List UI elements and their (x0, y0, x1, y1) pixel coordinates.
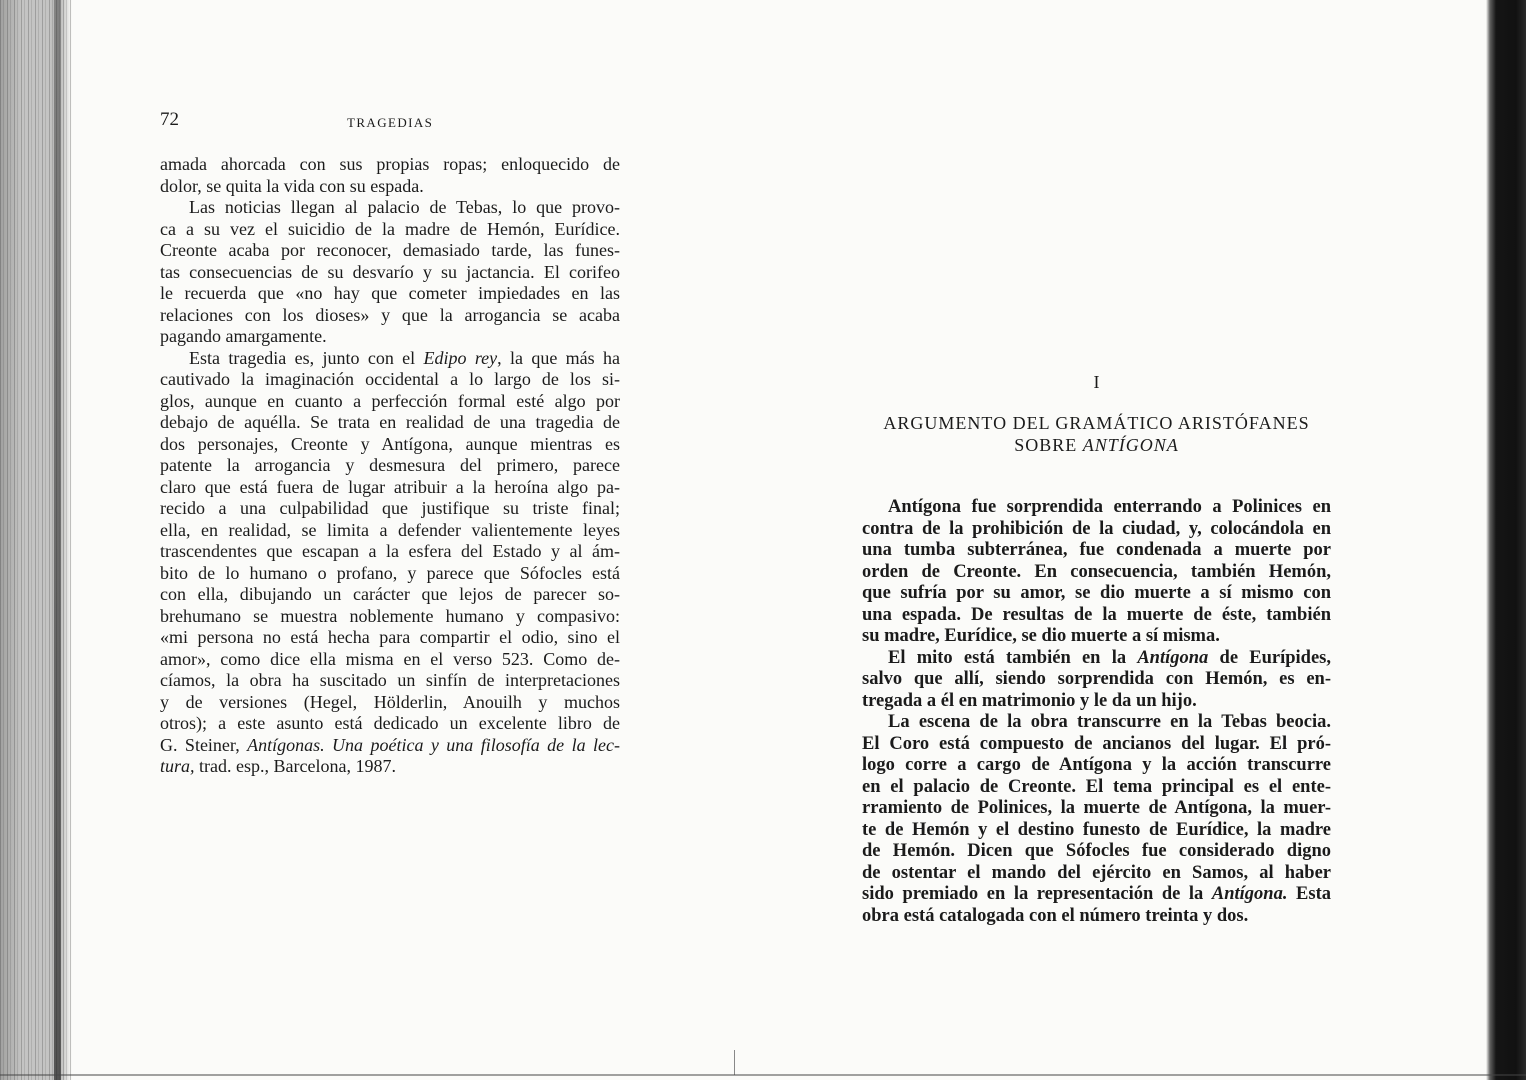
text-line: contra de la prohibición de la ciudad, y, colocándola en (862, 518, 1331, 539)
section-heading (862, 412, 1331, 456)
text-line: Las noticias llegan al palacio de Tebas, lo que provo- (189, 197, 620, 217)
text-line: orden de Creonte. En consecuencia, también Hemón, (862, 561, 1331, 582)
text-segment: El mito está también en la (888, 647, 1138, 668)
italic-title: Antígona. (1211, 884, 1288, 904)
binding-shadow (0, 0, 72, 1080)
text-line: salvo que allí, siendo sorprendida con Hemón, es en- (862, 669, 1331, 689)
text-line: ella, en realidad, se limita a defender valientemente leyes (160, 519, 620, 540)
italic-title: Antígonas. Una poética y una filosofía de la lec- (247, 734, 620, 755)
heading-line (862, 434, 1331, 456)
text-segment: trad. esp., Barcelona, 1987. (194, 756, 396, 776)
page-edge-shadow (1486, 0, 1526, 1080)
text-segment: G. Steiner, (160, 734, 248, 755)
text-line: que sufría por su amor, se dio muerte a sí mismo con (862, 583, 1331, 603)
text-line: le recuerda que «no hay que cometer impiedades en las (160, 283, 620, 303)
page-number: 72 (160, 109, 179, 130)
text-segment: , la que más ha (497, 347, 620, 368)
paragraph (160, 348, 620, 778)
text-line: logo corre a cargo de Antígona y la acción transcurre (862, 755, 1331, 775)
gutter-mark (734, 1050, 735, 1075)
text-line: Antígona fue sorprendida enterrando a Polinices en (888, 497, 1331, 517)
text-line: con ella, dibujando un carácter que lejos de parecer so- (160, 584, 620, 604)
text-line: glos, aunque en cuanto a perfección formal esté algo por (160, 390, 620, 411)
bottom-edge-line (0, 1074, 1526, 1076)
text-line: tas consecuencias de su desvarío y su jactancia. El corifeo (160, 261, 620, 282)
text-line: «mi persona no está hecha para compartir el odio, sino el (160, 627, 620, 647)
text-line: trascendentes que escapan a la esfera del Estado y al ám- (160, 541, 620, 561)
text-line: te de Hemón y el destino funesto de Eurídice, la madre (862, 819, 1331, 840)
paragraph (862, 712, 1331, 927)
right-page-body (862, 497, 1331, 927)
paragraph (160, 197, 620, 348)
text-line: claro que está fuera de lugar atribuir a la heroína algo pa- (160, 476, 620, 497)
section-number: I (1093, 372, 1100, 392)
text-line: y de versiones (Hegel, Hölderlin, Anouilh y muchos (160, 691, 620, 712)
text-line (862, 648, 1331, 670)
paragraph (160, 154, 620, 197)
text-line: en el palacio de Creonte. El tema principal es el ente- (862, 776, 1331, 797)
text-line: bito de lo humano o profano, y parece que Sófocles está (160, 562, 620, 583)
text-segment: Esta (1287, 884, 1331, 904)
heading-title-italic: ANTÍGONA (1082, 435, 1179, 455)
text-line: brehumano se muestra noblemente humano y compasivo: (160, 605, 620, 626)
italic-title: Antígona (1137, 647, 1209, 668)
text-segment: sido premiado en la representación de la (862, 884, 1212, 904)
text-line: amada ahorcada con sus propias ropas; enloquecido de (160, 154, 620, 174)
text-line: pagando amargamente. (160, 326, 327, 346)
text-line: cíamos, la obra ha suscitado un sinfín de interpretaciones (160, 670, 620, 690)
text-line: una espada. De resultas de la muerte de éste, también (862, 604, 1331, 625)
text-line: de Hemón. Dicen que Sófocles fue considerado digno (862, 841, 1331, 861)
text-line (862, 884, 1331, 906)
text-line: El Coro está compuesto de ancianos del lugar. El pró- (862, 733, 1331, 754)
text-line (160, 756, 620, 778)
text-line: rramiento de Polinices, la muerte de Antígona, la muer- (862, 798, 1331, 818)
text-line (160, 348, 620, 370)
right-page (740, 0, 1526, 1080)
text-line (160, 735, 620, 757)
running-head: TRAGEDIAS (347, 115, 434, 130)
paragraph (862, 648, 1331, 713)
italic-title: tura, (160, 756, 195, 776)
text-line: su madre, Eurídice, se dio muerte a sí misma. (862, 626, 1220, 646)
text-line: debajo de aquélla. Se trata en realidad de una tragedia de (160, 412, 620, 432)
text-line: una tumba subterránea, fue condenada a muerte por (862, 540, 1331, 560)
paragraph (862, 497, 1331, 648)
text-line: La escena de la obra transcurre en la Tebas beocia. (888, 712, 1331, 732)
heading-line: ARGUMENTO DEL GRAMÁTICO ARISTÓFANES (883, 413, 1310, 433)
text-line: dolor, se quita la vida con su espada. (160, 175, 424, 196)
left-page-body (160, 154, 620, 778)
italic-title: Edipo rey (423, 347, 498, 368)
text-line: ca a su vez el suicidio de la madre de Hemón, Eurídice. (160, 218, 620, 239)
text-line: amor», como dice ella misma en el verso 523. Como de- (160, 648, 620, 669)
text-line: tregada a él en matrimonio y le da un hijo. (862, 690, 1197, 711)
text-line: obra está catalogada con el número treinta y dos. (862, 905, 1249, 926)
text-line: Creonte acaba por reconocer, demasiado tarde, las funes- (160, 240, 620, 260)
left-page (0, 0, 740, 1080)
text-segment: Esta tragedia es, junto con el (189, 347, 424, 368)
text-line: de ostentar el mando del ejército en Samos, al haber (862, 862, 1331, 883)
text-line: patente la arrogancia y desmesura del primero, parece (160, 455, 620, 475)
binding-band (54, 0, 61, 1080)
heading-prefix: SOBRE (1014, 435, 1083, 455)
text-line: dos personajes, Creonte y Antígona, aunque mientras es (160, 433, 620, 454)
text-line: relaciones con los dioses» y que la arrogancia se acaba (160, 304, 620, 325)
text-line: otros); a este asunto está dedicado un excelente libro de (160, 713, 620, 733)
text-line: recido a una culpabilidad que justifique su triste final; (160, 498, 620, 518)
text-line: cautivado la imaginación occidental a lo largo de los si- (160, 369, 620, 389)
text-segment: de Eurípides, (1208, 647, 1332, 668)
